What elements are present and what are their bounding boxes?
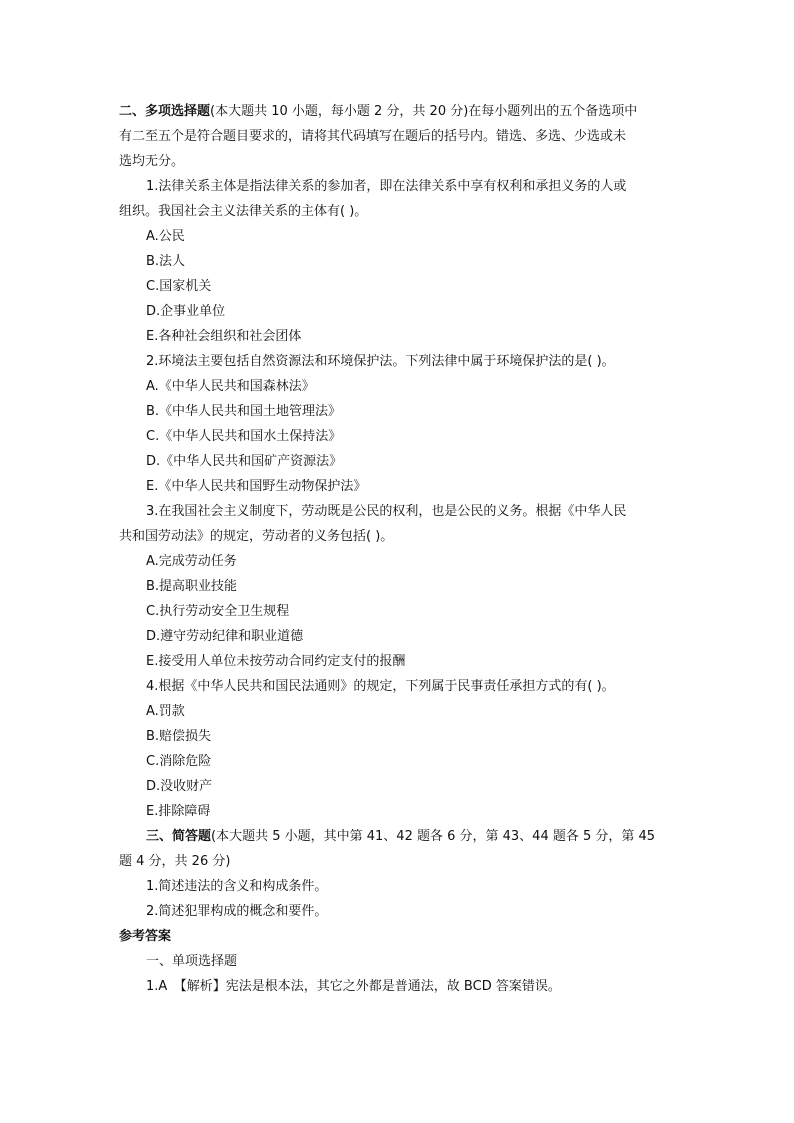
question-3-option-d: D.遵守劳动纪律和职业道德 — [146, 629, 304, 644]
question-4-option-a: A.罚款 — [146, 704, 185, 719]
question-1-stem-cont: 组织。我国社会主义法律关系的主体有( )。 — [119, 204, 368, 219]
section2-intro-line-2: 有二至五个是符合题目要求的，请将其代码填写在题后的括号内。错选、多选、少选或未 — [119, 129, 627, 144]
question-2-option-d: D.《中华人民共和国矿产资源法》 — [146, 454, 343, 469]
question-2-option-a: A.《中华人民共和国森林法》 — [146, 379, 315, 394]
section2-intro-line-1: 二、多项选择题(本大题共 10 小题，每小题 2 分，共 20 分)在每小题列出的五个备选项中 — [119, 104, 638, 119]
question-1-option-e: E.各种社会组织和社会团体 — [146, 329, 302, 344]
short-answer-item-2: 2.简述犯罪构成的概念和要件。 — [146, 904, 328, 919]
question-1-stem: 1.法律关系主体是指法律关系的参加者，即在法律关系中享有权利和承担义务的人或 — [146, 179, 627, 194]
question-3-option-c: C.执行劳动安全卫生规程 — [146, 604, 290, 619]
section2-intro-line-3: 选均无分。 — [119, 154, 185, 169]
question-4-stem: 4.根据《中华人民共和国民法通则》的规定，下列属于民事责任承担方式的有( )。 — [146, 679, 615, 694]
document-page — [119, 99, 679, 999]
question-2-option-e: E.《中华人民共和国野生动物保护法》 — [146, 479, 367, 494]
question-4-option-d: D.没收财产 — [146, 779, 213, 794]
answers-subtitle: 一、单项选择题 — [146, 954, 238, 969]
question-3-option-b: B.提高职业技能 — [146, 579, 238, 594]
answers-title: 参考答案 — [119, 929, 172, 944]
question-2-stem: 2.环境法主要包括自然资源法和环境保护法。下列法律中属于环境保护法的是( )。 — [146, 354, 615, 369]
question-4-option-b: B.赔偿损失 — [146, 729, 212, 744]
question-1-option-c: C.国家机关 — [146, 279, 212, 294]
question-3-stem-cont: 共和国劳动法》的规定，劳动者的义务包括( )。 — [119, 529, 394, 544]
question-3-option-a: A.完成劳动任务 — [146, 554, 237, 569]
section3-intro-line-2: 题 4 分，共 26 分) — [119, 854, 231, 869]
question-3-option-e: E.接受用人单位未按劳动合同约定支付的报酬 — [146, 654, 406, 669]
short-answer-item-1: 1.简述违法的含义和构成条件。 — [146, 879, 328, 894]
question-4-option-e: E.排除障碍 — [146, 804, 211, 819]
question-2-option-c: C.《中华人民共和国水土保持法》 — [146, 429, 342, 444]
answer-1: 1.A 【解析】宪法是根本法，其它之外都是普通法，故 BCD 答案错误。 — [146, 979, 561, 994]
section2-title: 二、多项选择题 — [119, 104, 211, 119]
question-1-option-b: B.法人 — [146, 254, 186, 269]
question-1-option-a: A.公民 — [146, 229, 185, 244]
question-2-option-b: B.《中华人民共和国土地管理法》 — [146, 404, 342, 419]
section3-intro-line-1: 三、简答题(本大题共 5 小题，其中第 41、42 题各 6 分，第 43、44 题各 5 分，第 45 — [146, 829, 656, 844]
question-4-option-c: C.消除危险 — [146, 754, 212, 769]
question-1-option-d: D.企事业单位 — [146, 304, 226, 319]
section3-title: 三、简答题 — [146, 829, 212, 844]
question-3-stem: 3.在我国社会主义制度下，劳动既是公民的权利，也是公民的义务。根据《中华人民 — [146, 504, 627, 519]
